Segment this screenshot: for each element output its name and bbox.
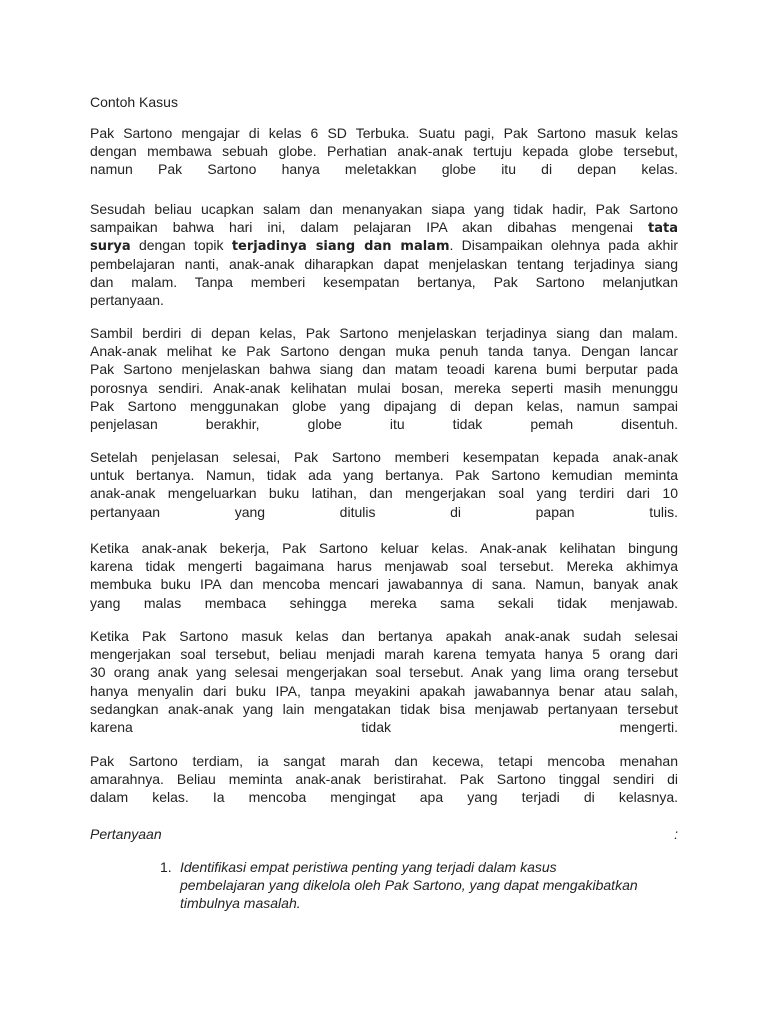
paragraph-line bbox=[90, 663, 678, 681]
paragraph-line bbox=[90, 124, 678, 142]
text-run: Anak-anak melihat ke Pak Sartono dengan muka penuh tanda tanya. Dengan lancar bbox=[90, 343, 678, 360]
bold-text-run: surya bbox=[90, 239, 131, 255]
paragraph-line bbox=[90, 752, 678, 770]
text-run: sampaikan bahwa hari ini, dalam pelajaran IPA akan dibahas mengenai bbox=[90, 219, 649, 236]
paragraph-line bbox=[90, 397, 678, 415]
paragraph-6 bbox=[90, 627, 678, 736]
paragraph-line bbox=[90, 255, 678, 273]
paragraph-line bbox=[90, 448, 678, 466]
paragraph-line bbox=[90, 466, 678, 484]
paragraph-line bbox=[90, 770, 678, 788]
paragraph-line bbox=[90, 788, 678, 806]
text-run: porosnya sendiri. Anak-anak kelihatan mulai bosan, mereka seperti masih menunggu bbox=[90, 379, 678, 396]
text-run: dengan membawa sebuah globe. Perhatian anak-anak tertuju kepada globe tersebut, bbox=[90, 143, 678, 160]
paragraph-line bbox=[90, 700, 678, 718]
paragraph-5 bbox=[90, 539, 678, 612]
text-run: namun Pak Sartono hanya meletakkan globe itu di depan kelas. bbox=[90, 161, 678, 178]
text-run: Pak Sartono menggunakan globe yang dipajang di depan kelas, namun sampai bbox=[90, 397, 678, 414]
paragraph-4 bbox=[90, 448, 678, 521]
question-text-line: pembelajaran yang dikelola oleh Pak Sartono, yang dapat mengakibatkan bbox=[180, 877, 638, 893]
text-run: yang malas membaca sehingga mereka sama sekali tidak menjawab. bbox=[90, 594, 678, 611]
document-title: Contoh Kasus bbox=[90, 94, 178, 110]
text-run: mengerjakan soal tersebut, beliau menjadi marah karena temyata hanya 5 orang dari bbox=[90, 646, 678, 663]
text-run: Ketika Pak Sartono masuk kelas dan bertanya apakah anak-anak sudah selesai bbox=[90, 628, 678, 644]
paragraph-line bbox=[90, 484, 678, 502]
text-run: Pak Sartono mengajar di kelas 6 SD Terbuka. Suatu pagi, Pak Sartono masuk kelas bbox=[90, 125, 678, 141]
paragraph-line bbox=[90, 200, 678, 218]
paragraph-3 bbox=[90, 324, 678, 433]
question-number: 1. bbox=[160, 859, 172, 875]
questions-heading-colon: : bbox=[674, 826, 678, 842]
text-run: Pak Sartono menjelaskan bahwa siang dan matam teoadi karena bumi berputar pada bbox=[90, 361, 678, 378]
paragraph-1 bbox=[90, 124, 678, 179]
text-run: untuk bertanya. Namun, tidak ada yang bertanya. Pak Sartono kemudian meminta bbox=[90, 467, 678, 484]
text-run: sedangkan anak-anak yang lain mengatakan tidak bisa menjawab pertanyaan tersebut bbox=[90, 700, 678, 717]
bold-text-run: tata bbox=[648, 221, 678, 237]
paragraph-line bbox=[90, 379, 678, 397]
question-text-line: timbulnya masalah. bbox=[180, 895, 301, 911]
questions-heading bbox=[90, 825, 678, 843]
text-run: dengan topik bbox=[130, 237, 232, 254]
text-run: penjelasan berakhir, globe itu tidak pemah disentuh. bbox=[90, 415, 678, 432]
question-item bbox=[160, 858, 680, 912]
paragraph-line bbox=[90, 539, 678, 557]
paragraph-line bbox=[90, 218, 678, 236]
text-run: dalam kelas. Ia mencoba mengingat apa yang terjadi di kelasnya. bbox=[90, 789, 678, 806]
question-text-line: Identifikasi empat peristiwa penting yang terjadi dalam kasus bbox=[180, 859, 557, 875]
text-run: . Disampaikan olehnya pada akhir bbox=[449, 237, 679, 254]
text-run: membuka buku IPA dan mencoba mencari jawabannya di sana. Namun, banyak anak bbox=[90, 576, 678, 593]
text-run: karena tidak mengerti. bbox=[90, 718, 678, 735]
text-run: Setelah penjelasan selesai, Pak Sartono memberi kesempatan kepada anak-anak bbox=[90, 449, 678, 465]
paragraph-line bbox=[90, 594, 678, 612]
text-run: pertanyaan yang ditulis di papan tulis. bbox=[90, 503, 678, 520]
text-run: anak-anak mengeluarkan buku latihan, dan mengerjakan soal yang terdiri dari 10 bbox=[90, 485, 678, 502]
paragraph-line bbox=[90, 236, 678, 254]
paragraph-2 bbox=[90, 200, 678, 309]
text-run: pembelajaran nanti, anak-anak diharapkan dapat menjelaskan tentang terjadinya siang bbox=[90, 255, 678, 272]
text-run: hanya menyalin dari buku IPA, tanpa meyakini apakah jawabannya benar atau salah, bbox=[90, 682, 678, 699]
paragraph-line bbox=[90, 291, 678, 309]
paragraph-line bbox=[90, 682, 678, 700]
paragraph-line bbox=[90, 718, 678, 736]
text-run: Sesudah beliau ucapkan salam dan menanyakan siapa yang tidak hadir, Pak Sartono bbox=[90, 201, 678, 217]
paragraph-line bbox=[90, 415, 678, 433]
paragraph-line bbox=[90, 160, 678, 178]
questions-list bbox=[160, 858, 680, 912]
paragraph-line bbox=[90, 557, 678, 575]
paragraph-line bbox=[90, 503, 678, 521]
paragraph-line bbox=[90, 627, 678, 645]
bold-text-run: terjadinya siang dan malam bbox=[231, 239, 450, 255]
paragraph-7 bbox=[90, 752, 678, 807]
text-run: pertanyaan. bbox=[90, 291, 164, 308]
paragraph-line bbox=[90, 273, 678, 291]
paragraph-line bbox=[90, 360, 678, 378]
paragraph-line bbox=[90, 645, 678, 663]
text-run: Pak Sartono terdiam, ia sangat marah dan kecewa, tetapi mencoba menahan bbox=[90, 753, 678, 769]
paragraph-line bbox=[90, 575, 678, 593]
questions-heading-label: Pertanyaan bbox=[90, 826, 162, 842]
paragraph-line bbox=[90, 342, 678, 360]
paragraph-line bbox=[90, 142, 678, 160]
paragraph-line bbox=[90, 324, 678, 342]
text-run: 30 orang anak yang selesai mengerjakan soal tersebut. Anak yang lima orang tersebut bbox=[90, 664, 678, 681]
text-run: Ketika anak-anak bekerja, Pak Sartono keluar kelas. Anak-anak kelihatan bingung bbox=[90, 540, 678, 556]
text-run: dan malam. Tanpa memberi kesempatan bertanya, Pak Sartono melanjutkan bbox=[90, 273, 678, 290]
text-run: karena tidak mengerti bagaimana harus menjawab soal tersebut. Mereka akhimya bbox=[90, 558, 678, 575]
text-run: amarahnya. Beliau meminta anak-anak beristirahat. Pak Sartono tinggal sendiri di bbox=[90, 771, 678, 788]
text-run: Sambil berdiri di depan kelas, Pak Sartono menjelaskan terjadinya siang dan malam. bbox=[90, 325, 678, 341]
